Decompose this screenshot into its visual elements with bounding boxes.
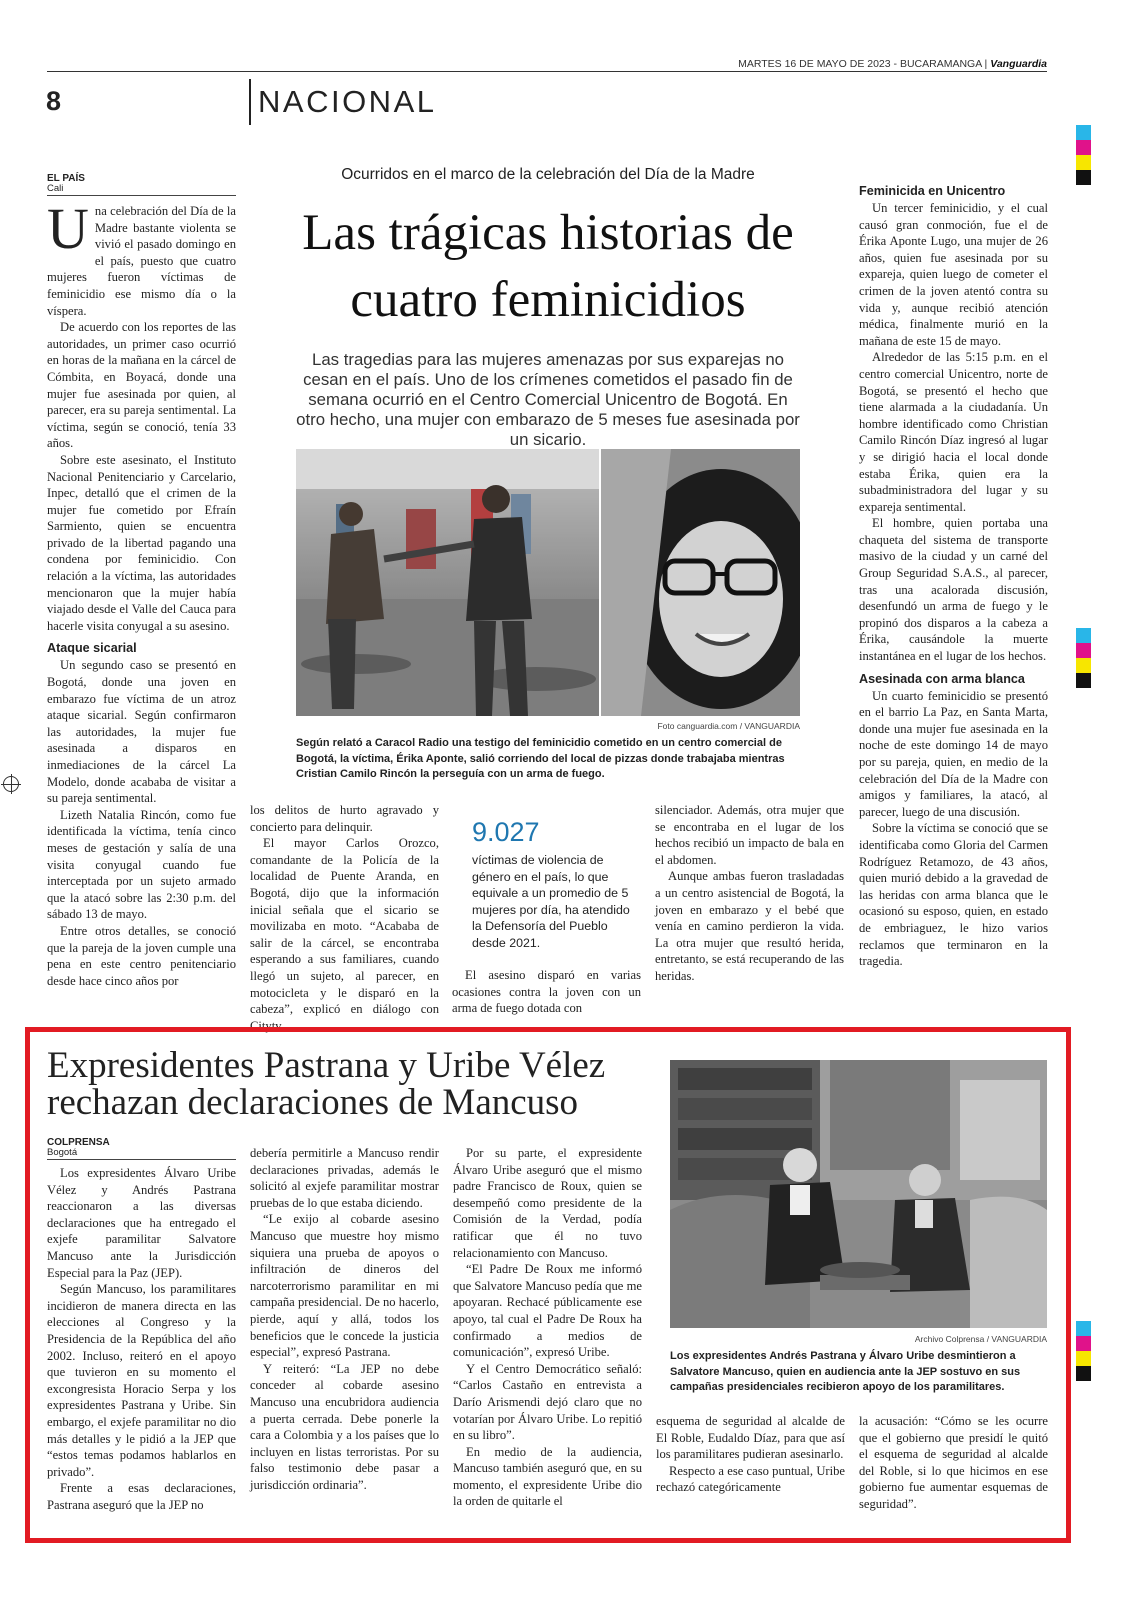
paragraph: Alrededor de las 5:15 p.m. en el centro comercial Unicentro, norte de Bogotá, se presentó el hecho que tiene alarmada a la ciudadanía. Un hombre identificado como Christian Camilo Rincón Díaz ingresó al lugar y se dirigió hacia el local donde estaba Érika, quien era la subadministradora del lugar y su expareja sentimental. xyxy=(859,350,1048,514)
main-column-2 xyxy=(250,802,439,1034)
section-divider xyxy=(249,79,251,125)
color-bars-bottom xyxy=(1076,1321,1091,1381)
expresidents-photo xyxy=(670,1060,1047,1328)
second-byline-source: COLPRENSA xyxy=(47,1137,110,1148)
paragraph: De acuerdo con los reportes de las autoridades, un primer caso ocurrió en horas de la mañana en la cárcel de Cómbita, en Boyacá, donde una mujer fue asesinada por quien, al parecer, era su pareja sentimental. La víctima, según se conoció, tenía 33 años. xyxy=(47,320,236,451)
portrait-image xyxy=(601,449,800,716)
stat-text: víctimas de violencia de género en el país, lo que equivale a un promedio de 5 mujeres por día, ha atendido la Defensoría del Pueblo desde 2021. xyxy=(472,853,630,950)
second-byline-rule xyxy=(47,1159,236,1160)
paragraph: silenciador. Además, otra mujer que se encontraba en el lugar de los hechos recibió un impacto de bala en el abdomen. xyxy=(655,803,844,867)
subheading: Feminicida en Unicentro xyxy=(859,184,1006,198)
masthead xyxy=(738,58,1047,70)
brand-logo: Vanguardia xyxy=(990,58,1047,70)
second-column-3 xyxy=(453,1145,642,1510)
paragraph: los delitos de hurto agravado y concierto para delinquir. xyxy=(250,803,439,834)
section-title: NACIONAL xyxy=(258,84,437,119)
expresidents-image xyxy=(670,1060,1047,1328)
paragraph: Respecto a ese caso puntual, Uribe rechazó categóricamente xyxy=(656,1463,845,1495)
news-photo-scene xyxy=(296,449,599,716)
paragraph: El hombre, quien portaba una chaqueta del sistema de transporte masivo de la ciudad y un carné del Group Seguridad S.A.S., al parecer, tras una acalorada discusión, desenfundó un arma de fuego y le propinó dos disparos a la cabeza a Érika, causándole la muerte instantánea en el lugar de los hechos. xyxy=(859,516,1048,664)
scene-image xyxy=(296,449,599,716)
second-column-4 xyxy=(656,1413,845,1496)
main-column-3 xyxy=(452,967,641,1017)
deck: Las tragedias para las mujeres amenazas por sus exparejas no cesan en el país. Uno de los crímenes cometidos el pasado fin de semana ocurrió en el Centro Comercial Unicentro de Bogotá. En otro hecho, una mujer con embarazo de 5 meses fue asesinada por un sicario. xyxy=(296,350,800,449)
byline-source: EL PAÍS xyxy=(47,173,85,184)
paragraph: El asesino disparó en varias ocasiones contra la joven con un arma de fuego dotada con xyxy=(452,968,641,1016)
kicker: Ocurridos en el marco de la celebración del Día de la Madre xyxy=(341,166,755,183)
color-bars-top xyxy=(1076,125,1091,185)
paragraph: El mayor Carlos Orozco, comandante de la Policía de la localidad de Puente Aranda, en Bogotá, dijo que la información inicial señala que el sicario se movilizaba en moto. “Acababa de salir de la cárcel, se encontraba esperando a sus familiares, cuando llegó un sujeto, al parecer, en motocicleta y le disparó en la cabeza”, explicó en diálogo con Citytv. xyxy=(250,836,439,1033)
paragraph: Un cuarto feminicidio se presentó en el barrio La Paz, en Santa Marta, donde una mujer fue asesinada en la noche de este domingo 14 de mayo por su pareja, quien, en medio de la celebración del Día de la Madre con amigos y familiares, la atacó, al parecer, luego de una discusión. xyxy=(859,688,1048,819)
second-headline xyxy=(47,1047,657,1121)
main-column-4 xyxy=(655,802,844,985)
paragraph: Sobre este asesinato, el Instituto Nacional Penitenciario y Carcelario, Inpec, detalló que el crimen de la mujer fue cometido por Efraín Sarmiento, quien se encuentra privado de la libertad pagando una condena por feminicidio. Con relación a la víctima, las autoridades mencionaron que la mujer había viajado desde el Valle del Cauca para hacerle visita conyugal a su asesino. xyxy=(47,452,236,633)
header-rule xyxy=(47,71,1047,72)
paragraph: “Le exijo al cobarde asesino Mancuso que muestre hoy mismo siquiera una prueba de apoyos o infiltración de dineros del narcoterrorismo paramilitar en mi campaña presidencial. De no hacerlo, pierde, aquí y allá, todos los beneficios que le concede la justicia especial”, expresó Pastrana. xyxy=(250,1212,439,1360)
paragraph: debería permitirle a Mancuso rendir declaraciones privadas, además le solicitó al exjefe paramilitar mostrar pruebas de lo que estaba diciendo. xyxy=(250,1146,439,1210)
byline-city: Cali xyxy=(47,183,64,194)
paragraph: Lizeth Natalia Rincón, como fue identificada la víctima, tenía cinco meses de gestación y salía de una visita conyugal cuando fue interceptada por un sujeto armado que la atacó sobre las 2:30 p.m. del sábado 13 de mayo. xyxy=(47,807,236,922)
paragraph: la acusación: “Cómo se les ocurre que el gobierno que presidí le quitó el esquema de seguridad al alcalde del Roble, si lo que hicimos en ese gobierno fue aumentar esquemas de seguridad”. xyxy=(859,1414,1048,1511)
second-photo-caption: Los expresidentes Andrés Pastrana y Álvaro Uribe desmintieron a Salvatore Mancuso, quien en audiencia ante la JEP sostuvo en sus campañas presidenciales recibieron apoyo de los paramilitares. xyxy=(670,1350,1021,1393)
paragraph: Un tercer feminicidio, y el cual causó gran conmoción, fue el de Érika Aponte Lugo, una mujer de 26 años, quien fue asesinada por su expareja, quien luego de cometer el crimen de la joven atentó contra su vida y, aunque recibió atención médica, finalmente murió en la mañana de este 15 de mayo. xyxy=(859,201,1048,348)
stat-number: 9.027 xyxy=(472,817,540,847)
second-byline-city: Bogotá xyxy=(47,1147,78,1158)
paragraph: Frente a esas declaraciones, Pastrana aseguró que la JEP no xyxy=(47,1481,236,1512)
photo-caption: Según relató a Caracol Radio una testigo del feminicidio cometido en un centro comercial de Bogotá, la víctima, Érika Aponte, salió corriendo del local de pizzas donde trabajaba mientras Cristian Camilo Rincón la perseguía con un arma de fuego. xyxy=(296,737,785,780)
paragraph: Los expresidentes Álvaro Uribe Vélez y Andrés Pastrana reaccionaron a las diversas declaraciones que ha entregado el exjefe paramilitar Salvatore Mancuso ante la Jurisdicción Especial para la Paz (JEP). xyxy=(47,1166,236,1280)
second-headline-line-2: rechazan declaraciones de Mancuso xyxy=(47,1082,579,1123)
headline-line-1: Las trágicas historias de xyxy=(302,205,794,261)
paragraph: “El Padre De Roux me informó que Salvatore Mancuso pedía que me apoyaran. Rechacé públicamente ese apoyo, tal cual el Padre De Roux ha confirmado a medios de comunicación”, expresó Uribe. xyxy=(453,1262,642,1360)
main-column-5 xyxy=(859,183,1048,970)
second-column-1 xyxy=(47,1165,236,1513)
paragraph: En medio de la audiencia, Mancuso también aseguró que, en su momento, el expresidente Uribe dio la orden de quitarle el xyxy=(453,1444,642,1509)
paragraph: Según Mancuso, los paramilitares incidieron de manera directa en las elecciones al Congreso y la Presidencia de la República del año 2002. Incluso, reiteró en el apoyo que tuvieron en su momento el excongresista Horacio Serpa y los expresidentes Pastrana y Uribe. Sin embargo, el exjefe paramilitar no dio más detalles y le pidió a la JEP que “estos temas podamos hablarlos en privado”. xyxy=(47,1282,236,1479)
main-column-1 xyxy=(47,196,236,989)
photo-credit: Foto canguardia.com / VANGUARDIA xyxy=(657,721,800,731)
second-column-2 xyxy=(250,1145,439,1493)
paragraph: esquema de seguridad al alcalde de El Roble, Eudaldo Díaz, para que así los paramilitares pudieran asesinarlo. xyxy=(656,1414,845,1462)
paragraph: Aunque ambas fueron trasladadas a un centro asistencial de Bogotá, la joven en embarazo y el bebé que venía en camino perdieron la vida. La otra mujer que resultó herida, entretanto, se está recuperando de las heridas. xyxy=(655,869,844,983)
headline xyxy=(256,205,840,329)
page-number: 8 xyxy=(46,86,62,116)
paragraph: Por su parte, el expresidente Álvaro Uribe aseguró que el mismo padre Francisco de Roux, quien se desempeñó como presidente de la Comisión de la Verdad, podía ratificar que él no tuvo relacionamiento con Mancuso. xyxy=(453,1146,642,1260)
registration-mark xyxy=(3,776,19,792)
victim-portrait xyxy=(601,449,800,716)
paragraph: Sobre la víctima se conoció que se identificaba como Gloria del Carmen Rodríguez Retamozo, de 43 años, quien murió debido a la gravedad de las heridas con arma blanca que le ocasionó su esposo, quien, en estado de embriaguez, le hizo varios reclamos que terminaron en la tragedia. xyxy=(859,821,1048,969)
headline-line-2: cuatro feminicidios xyxy=(350,272,746,328)
second-column-5 xyxy=(859,1413,1048,1513)
paragraph: na celebración del Día de la Madre bastante violenta se vivió el pasado domingo en el país, puesto que cuatro mujeres fueron víctimas de feminicidio ese mismo día o la víspera. xyxy=(47,204,236,318)
color-bars-middle xyxy=(1076,628,1091,688)
drop-cap: U xyxy=(47,196,89,261)
masthead-separator: | xyxy=(984,58,991,70)
paragraph: Y el Centro Democrático señaló: “Carlos Castaño en entrevista a Darío Arismendi dejó claro que no votarían por Álvaro Uribe. Lo repitió en su libro”. xyxy=(453,1361,642,1443)
paragraph: Y reiteró: “La JEP no debe conceder al cobarde asesino Mancuso una encubridora audiencia a puerta cerrada. Debe ponerle la cara a Colombia y a los países que lo incluyen en listas terroristas. Por su falso testimonio debe pasar a jurisdicción ordinaria”. xyxy=(250,1361,439,1492)
subheading: Asesinada con arma blanca xyxy=(859,671,1025,686)
dateline: MARTES 16 DE MAYO DE 2023 - BUCARAMANGA xyxy=(738,58,982,70)
subheading: Ataque sicarial xyxy=(47,641,137,656)
second-photo-credit: Archivo Colprensa / VANGUARDIA xyxy=(914,1334,1047,1344)
paragraph: Entre otros detalles, se conoció que la pareja de la joven cumple una pena en este centro penitenciario desde hace cinco años por xyxy=(47,923,236,988)
paragraph: Un segundo caso se presentó en Bogotá, donde una joven en embarazo fue víctima de un atroz ataque sicarial. Según confirmaron las autoridades, la mujer fue asesinada a disparos en inmediaciones de la cárcel La Modelo, donde acababa de visitar a su pareja sentimental. xyxy=(47,658,236,806)
second-headline-line-1: Expresidentes Pastrana y Uribe Vélez xyxy=(47,1045,606,1086)
